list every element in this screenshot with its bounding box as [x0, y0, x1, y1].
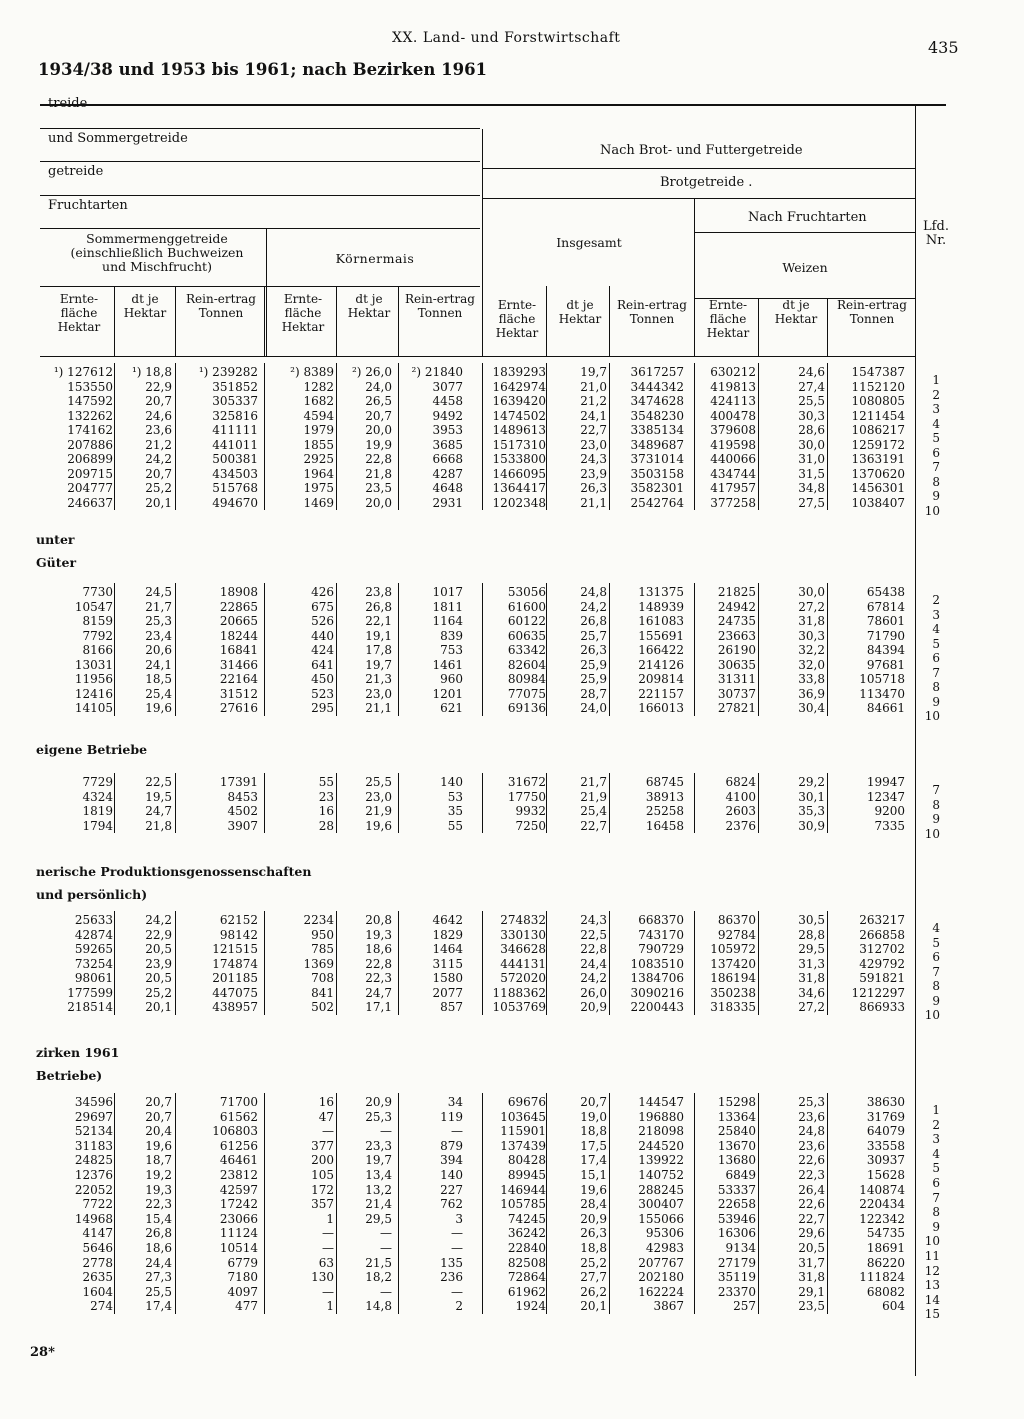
- vrule-body: [609, 1093, 610, 1314]
- data-column-9: 86370 92784 105972 137420 186194 350238 318335: [710, 913, 756, 1014]
- data-column-5: 34 119 — 879 394 140 227 762 3 — — 135 236 — 2: [440, 1095, 463, 1314]
- vrule-body: [609, 773, 610, 833]
- data-column-11: 38630 31769 64079 33558 30937 15628 140874 220434 122342 54735 18691 86220 111824 68082 604: [859, 1095, 905, 1314]
- rule-sub: [40, 286, 480, 287]
- header-row1: treide: [48, 96, 88, 111]
- vrule-body: [336, 911, 337, 1015]
- data-column-1: 24,2 22,9 20,5 23,9 20,5 25,2 20,1: [145, 913, 172, 1014]
- vrule-body: [398, 363, 399, 510]
- vrule-body: [175, 363, 176, 510]
- vrule-body: [546, 773, 547, 833]
- vrule-body: [609, 583, 610, 716]
- rule-row5: [40, 228, 480, 229]
- vrule-body: [114, 773, 115, 833]
- vrule-sub-4: [398, 286, 399, 356]
- data-column-1: 24,5 21,7 25,3 23,4 20,6 24,1 18,5 25,4 19,6: [145, 585, 172, 715]
- subheader-4: dt je Hektar: [347, 292, 391, 320]
- data-column-11: 1547387 1152120 1080805 1211454 1086217 1259172 1363191 1370620 1456301 1038407: [851, 365, 905, 510]
- vrule-body: [264, 363, 265, 510]
- vrule-sub-7: [758, 298, 759, 356]
- vrule-body: [336, 363, 337, 510]
- rule-row2: [40, 128, 480, 129]
- vrule-body: [264, 773, 265, 833]
- vrule-body: [827, 911, 828, 1015]
- vrule-body: [398, 773, 399, 833]
- subheader-1: dt je Hektar: [123, 292, 167, 320]
- data-column-10: 30,0 27,2 31,8 30,3 32,2 32,0 33,8 36,9 30,4: [798, 585, 825, 715]
- data-column-3: 55 23 16 28: [318, 775, 334, 833]
- rule-fruchtarten: [695, 232, 915, 233]
- vrule-body: [758, 363, 759, 510]
- vrule-body: [694, 583, 695, 716]
- data-column-4: 20,8 19,3 18,6 22,8 22,3 24,7 17,1: [365, 913, 392, 1014]
- vrule-header-main: [482, 129, 483, 356]
- data-column-7: 20,7 19,0 18,8 17,5 17,4 15,1 19,6 28,4 20,9 26,3 18,8 25,2 27,7 26,2 20,1: [580, 1095, 607, 1314]
- vrule-sub-5: [546, 286, 547, 356]
- subheader-11: Rein-ertrag Tonnen: [837, 298, 907, 326]
- vrule-body: [694, 911, 695, 1015]
- section-label: nerische Produktionsgenossenschaften: [36, 864, 312, 879]
- vrule-body: [175, 1093, 176, 1314]
- data-column-3: ²) 8389 1282 1682 4594 1979 1855 2925 1964 1975 1469: [290, 365, 334, 510]
- data-column-9: 15298 13364 25840 13670 13680 6849 53337 22658 53946 16306 9134 27179 35119 23370 257: [717, 1095, 756, 1314]
- lfd-column: 1 2 3 4 5 6 7 8 9 10 11 12 13 14 15: [924, 1103, 940, 1322]
- section-label: Betriebe): [36, 1068, 103, 1083]
- vrule-body: [482, 1093, 483, 1314]
- header-insgesamt: Insgesamt: [556, 235, 622, 250]
- vrule-sub-2: [264, 286, 265, 356]
- vrule-body: [482, 583, 483, 716]
- data-column-1: ¹) 18,8 22,9 20,7 24,6 23,6 21,2 24,2 20,7 25,2 20,1: [131, 365, 172, 510]
- vrule-body: [546, 1093, 547, 1314]
- vrule-body: [546, 583, 547, 716]
- subheader-9: Ernte-fläche Hektar: [706, 298, 750, 340]
- data-column-2: ¹) 239282 351852 305337 325816 411111 441011 500381 434503 515768 494670: [198, 365, 258, 510]
- vrule-body: [482, 363, 483, 510]
- subheader-0: Ernte-fläche Hektar: [57, 292, 101, 334]
- data-column-9: 6824 4100 2603 2376: [725, 775, 756, 833]
- data-column-9: 630212 419813 424113 400478 379608 419598 440066 434744 417957 377258: [710, 365, 756, 510]
- data-column-2: 71700 61562 106803 61256 46461 23812 42597 17242 23066 11124 10514 6779 7180 4097 477: [212, 1095, 258, 1314]
- vrule-body: [264, 583, 265, 716]
- rule-top: [40, 104, 946, 106]
- data-column-7: 24,3 22,5 22,8 24,4 24,2 26,0 20,9: [580, 913, 607, 1014]
- subheader-3: Ernte-fläche Hektar: [281, 292, 325, 334]
- vrule-body: [827, 1093, 828, 1314]
- header-brot-futter: Nach Brot- und Futtergetreide: [600, 143, 803, 158]
- section-label: unter: [36, 532, 75, 547]
- data-column-8: 131375 148939 161083 155691 166422 214126 209814 221157 166013: [638, 585, 684, 715]
- header-sommermenggetreide: Sommermenggetreide (einschließlich Buchweizen und Mischfrucht): [70, 231, 244, 274]
- lfd-column: 7 8 9 10: [924, 783, 940, 841]
- rule-brot: [483, 198, 915, 199]
- rule-bf: [483, 168, 915, 169]
- data-column-10: 29,2 30,1 35,3 30,9: [798, 775, 825, 833]
- data-column-6: 31672 17750 9932 7250: [507, 775, 546, 833]
- subheader-10: dt je Hektar: [774, 298, 818, 326]
- data-column-8: 144547 196880 218098 244520 139922 140752 288245 300407 155066 95306 42983 207767 202180 162224 3867: [638, 1095, 684, 1314]
- data-column-3: 2234 950 785 1369 708 841 502: [303, 913, 334, 1014]
- section-label: zirken 1961: [36, 1045, 120, 1060]
- vrule-body: [482, 911, 483, 1015]
- vrule-body: [694, 363, 695, 510]
- lfd-column: 4 5 6 7 8 9 10: [924, 921, 940, 1022]
- vrule-body: [758, 911, 759, 1015]
- page-number: 435: [928, 38, 959, 57]
- data-column-11: 65438 67814 78601 71790 84394 97681 105718 113470 84661: [859, 585, 905, 715]
- vrule-body: [827, 363, 828, 510]
- vrule-body: [114, 363, 115, 510]
- subheader-5: Rein-ertrag Tonnen: [405, 292, 475, 320]
- vrule-body: [336, 773, 337, 833]
- vrule-body: [758, 583, 759, 716]
- vrule-sub-1: [175, 286, 176, 356]
- data-column-8: 68745 38913 25258 16458: [645, 775, 684, 833]
- header-brotgetreide: Brotgetreide .: [660, 175, 753, 190]
- data-column-11: 19947 12347 9200 7335: [866, 775, 905, 833]
- data-column-5: 140 53 35 55: [440, 775, 463, 833]
- rule-header-bottom: [40, 356, 916, 357]
- vrule-body: [114, 911, 115, 1015]
- vrule-body: [546, 911, 547, 1015]
- data-column-5: 4642 1829 1464 3115 1580 2077 857: [432, 913, 463, 1014]
- subheader-7: dt je Hektar: [558, 298, 602, 326]
- data-column-10: 30,5 28,8 29,5 31,3 31,8 34,6 27,2: [798, 913, 825, 1014]
- rule-row3: [40, 161, 480, 162]
- data-column-7: 24,8 24,2 26,8 25,7 26,3 25,9 25,9 28,7 24,0: [580, 585, 607, 715]
- vrule-body: [827, 583, 828, 716]
- footer-mark: 28*: [30, 1345, 55, 1360]
- subheader-2: Rein-ertrag Tonnen: [186, 292, 256, 320]
- vrule-body-lfd: [915, 356, 916, 1376]
- data-column-4: 20,9 25,3 — 23,3 19,7 13,4 13,2 21,4 29,5 — — 21,5 18,2 — 14,8: [365, 1095, 392, 1314]
- data-column-0: 25633 42874 59265 73254 98061 177599 218514: [67, 913, 113, 1014]
- lfd-column: 2 3 4 5 6 7 8 9 10: [924, 593, 940, 723]
- header-row4: Fruchtarten: [48, 198, 128, 213]
- section-label: eigene Betriebe: [36, 742, 148, 757]
- vrule-body: [175, 583, 176, 716]
- data-column-3: 426 675 526 440 424 641 450 523 295: [311, 585, 334, 715]
- data-column-5: ²) 21840 3077 4458 9492 3953 3685 6668 4287 4648 2931: [411, 365, 463, 510]
- vrule-body: [398, 583, 399, 716]
- vrule-body: [609, 363, 610, 510]
- vrule-body: [609, 911, 610, 1015]
- vrule-body: [827, 773, 828, 833]
- subheader-8: Rein-ertrag Tonnen: [617, 298, 687, 326]
- data-column-7: 21,7 21,9 25,4 22,7: [580, 775, 607, 833]
- vrule-body: [114, 583, 115, 716]
- data-column-6: 274832 330130 346628 444131 572020 1188362 1053769: [492, 913, 546, 1014]
- data-column-0: ¹) 127612 153550 147592 132262 174162 207886 206899 209715 204777 246637: [53, 365, 113, 510]
- header-row2: und Sommergetreide: [48, 131, 188, 146]
- vrule-body: [114, 1093, 115, 1314]
- data-column-6: 1839293 1642974 1639420 1474502 1489613 1517310 1533800 1466095 1364417 1202348: [492, 365, 546, 510]
- subheader-6: Ernte-fläche Hektar: [495, 298, 539, 340]
- section-label: Güter: [36, 555, 77, 570]
- running-head: XX. Land- und Forstwirtschaft: [392, 30, 621, 46]
- vrule-header-koernermais: [266, 228, 267, 356]
- page-title: 1934/38 und 1953 bis 1961; nach Bezirken 1961: [38, 60, 488, 79]
- data-column-2: 62152 98142 121515 174874 201185 447075 438957: [212, 913, 258, 1014]
- data-column-0: 34596 29697 52134 31183 24825 12376 22052 7722 14968 4147 5646 2778 2635 1604 274: [74, 1095, 113, 1314]
- header-lfd-nr: Lfd. Nr.: [923, 219, 949, 248]
- data-column-1: 22,5 19,5 24,7 21,8: [145, 775, 172, 833]
- data-column-8: 668370 743170 790729 1083510 1384706 3090216 2200443: [630, 913, 684, 1014]
- data-column-1: 20,7 20,7 20,4 19,6 18,7 19,2 19,3 22,3 15,4 26,8 18,6 24,4 27,3 25,5 17,4: [145, 1095, 172, 1314]
- vrule-body: [694, 1093, 695, 1314]
- data-column-4: 25,5 23,0 21,9 19,6: [365, 775, 392, 833]
- data-column-4: 23,8 26,8 22,1 19,1 17,8 19,7 21,3 23,0 21,1: [365, 585, 392, 715]
- vrule-sub-3: [336, 286, 337, 356]
- vrule-header-lfd: [915, 106, 916, 356]
- lfd-column: 1 2 3 4 5 6 7 8 9 10: [924, 373, 940, 518]
- data-column-10: 25,3 23,6 24,8 23,6 22,6 22,3 26,4 22,6 22,7 29,6 20,5 31,7 31,8 29,1 23,5: [798, 1095, 825, 1314]
- vrule-sub-6: [609, 286, 610, 356]
- header-koernermais: Körnermais: [335, 251, 415, 266]
- data-column-2: 17391 8453 4502 3907: [219, 775, 258, 833]
- header-weizen: Weizen: [782, 260, 828, 275]
- header-nach-fruchtarten: Nach Fruchtarten: [748, 210, 867, 225]
- data-column-9: 21825 24942 24735 23663 26190 30635 31311 30737 27821: [717, 585, 756, 715]
- data-column-10: 24,6 27,4 25,5 30,3 28,6 30,0 31,0 31,5 34,8 27,5: [798, 365, 825, 510]
- data-column-0: 7730 10547 8159 7792 8166 13031 11956 12416 14105: [74, 585, 113, 715]
- data-column-0: 7729 4324 1819 1794: [82, 775, 113, 833]
- data-column-6: 53056 61600 60122 60635 63342 82604 80984 77075 69136: [507, 585, 546, 715]
- data-column-8: 3617257 3444342 3474628 3548230 3385134 3489687 3731014 3503158 3582301 2542764: [630, 365, 684, 510]
- data-column-4: ²) 26,0 24,0 26,5 20,7 20,0 19,9 22,8 21,8 23,5 20,0: [351, 365, 392, 510]
- vrule-body: [694, 773, 695, 833]
- data-column-11: 263217 266858 312702 429792 591821 1212297 866933: [851, 913, 905, 1014]
- vrule-body: [482, 773, 483, 833]
- data-column-6: 69676 103645 115901 137439 80428 89945 146944 105785 74245 36242 22840 82508 72864 61962 1924: [500, 1095, 546, 1314]
- vrule-body: [398, 911, 399, 1015]
- rule-row4: [40, 195, 480, 196]
- data-column-2: 18908 22865 20665 18244 16841 31466 22164 31512 27616: [219, 585, 258, 715]
- data-column-3: 16 47 — 377 200 105 172 357 1 — — 63 130 — 1: [311, 1095, 334, 1314]
- vrule-body: [336, 1093, 337, 1314]
- vrule-body: [336, 583, 337, 716]
- vrule-body: [758, 773, 759, 833]
- vrule-body: [546, 363, 547, 510]
- vrule-body: [175, 773, 176, 833]
- vrule-body: [175, 911, 176, 1015]
- vrule-body: [758, 1093, 759, 1314]
- data-column-7: 19,7 21,0 21,2 24,1 22,7 23,0 24,3 23,9 26,3 21,1: [580, 365, 607, 510]
- vrule-sub-8: [827, 298, 828, 356]
- vrule-sub-0: [114, 286, 115, 356]
- section-label: und persönlich): [36, 887, 148, 902]
- vrule-body: [264, 911, 265, 1015]
- vrule-body: [398, 1093, 399, 1314]
- vrule-body: [264, 1093, 265, 1314]
- header-row3: getreide: [48, 164, 104, 179]
- data-column-5: 1017 1811 1164 839 753 1461 960 1201 621: [432, 585, 463, 715]
